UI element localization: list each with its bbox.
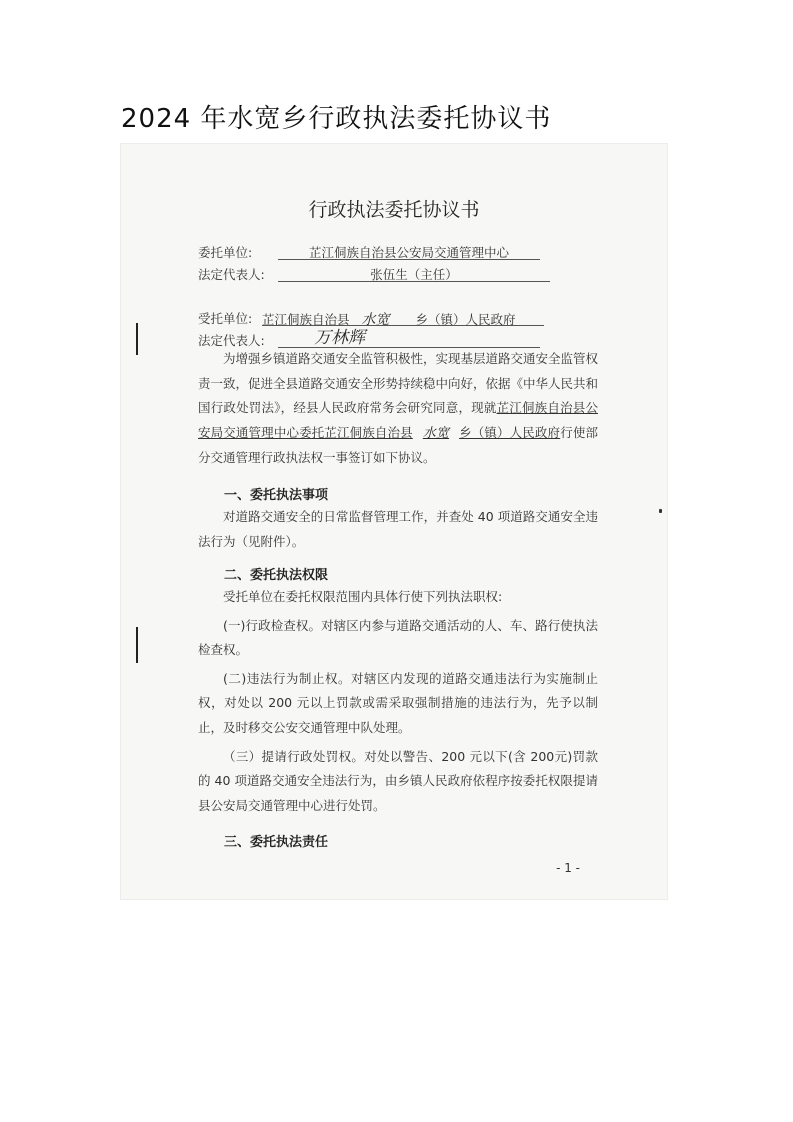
trustee-value [262,309,544,326]
intro-part1: 为增强乡镇道路交通安全监管积极性，实现基层道路交通安全监管权责一致，促进全县道路交通安全形势持续稳中向好，依据《中华人民共和国行政处罚法》，经县人民政府常务会研究同意，现就 [198,351,599,416]
trustee-value-suffix: 乡（镇）人民政府 [415,312,516,327]
intro-paragraph [198,347,598,471]
intro-underlined2: 乡（镇）人民政府 [459,424,561,440]
section1-title: 一、委托执法事项 [224,488,329,503]
intro-part2: 行使部分交通管理行政执法权一事签订如下协议。 [198,424,598,466]
page-number: - 1 - [556,861,580,875]
trustee-rep-signature: 万林辉 [314,328,365,348]
section1-text [198,505,598,554]
section1-paragraph: 对道路交通安全的日常监督管理工作，并查处 40 项道路交通安全违法行为（见附件）。 [198,509,598,549]
scan-speck [659,509,662,513]
section2-title: 二、委托执法权限 [224,568,329,583]
trustee-field [198,309,516,328]
entruster-field [198,243,509,261]
scanned-document [120,143,668,900]
document-heading: 行政执法委托协议书 [308,199,480,221]
intro-underlined1: 芷江侗族自治县公安局交通管理中心委托芷江侗族自治县 [198,400,598,440]
section3-title: 三、委托执法责任 [224,835,329,850]
entruster-value: 芷江侗族自治县公安局交通管理中心 [278,243,540,260]
section2-item1: (一)行政检查权。对辖区内参与道路交通活动的人、车、路行使执法检查权。 [198,617,598,658]
section2-item3: （三）提请行政处罚权。对处以警告、200 元以下(含 200元)罚款的 40 项道路交通安全违法行为，由乡镇人民政府依程序按委托权限提请县公安局交通管理中心进行处罚。 [198,748,598,813]
section2-item2: (二)违法行为制止权。对辖区内发现的道路交通违法行为实施制止权，对处以 200 元以上罚款或需采取强制措施的违法行为，先予以制止，及时移交公安交通管理中队处理。 [198,670,598,735]
entruster-rep-label: 法定代表人: [198,267,265,282]
binding-mark-bottom [136,627,138,663]
trustee-value-prefix: 芷江侗族自治县 [262,312,350,327]
binding-mark-top [136,323,138,355]
entruster-rep-field [198,265,458,283]
intro-handwritten-town: 水宽 [422,425,450,441]
trustee-rep-label: 法定代表人: [198,333,265,348]
trustee-label: 受托单位: [198,311,253,326]
section2-lead: 受托单位在委托权限范围内具体行使下列执法职权: [223,589,503,604]
section2-body [198,585,598,818]
trustee-handwritten-town: 水宽 [361,312,390,328]
entruster-label: 委托单位: [198,245,253,260]
entruster-rep-value: 张伍生（主任） [278,265,550,282]
page-title: 2024 年水宽乡行政执法委托协议书 [121,104,552,134]
